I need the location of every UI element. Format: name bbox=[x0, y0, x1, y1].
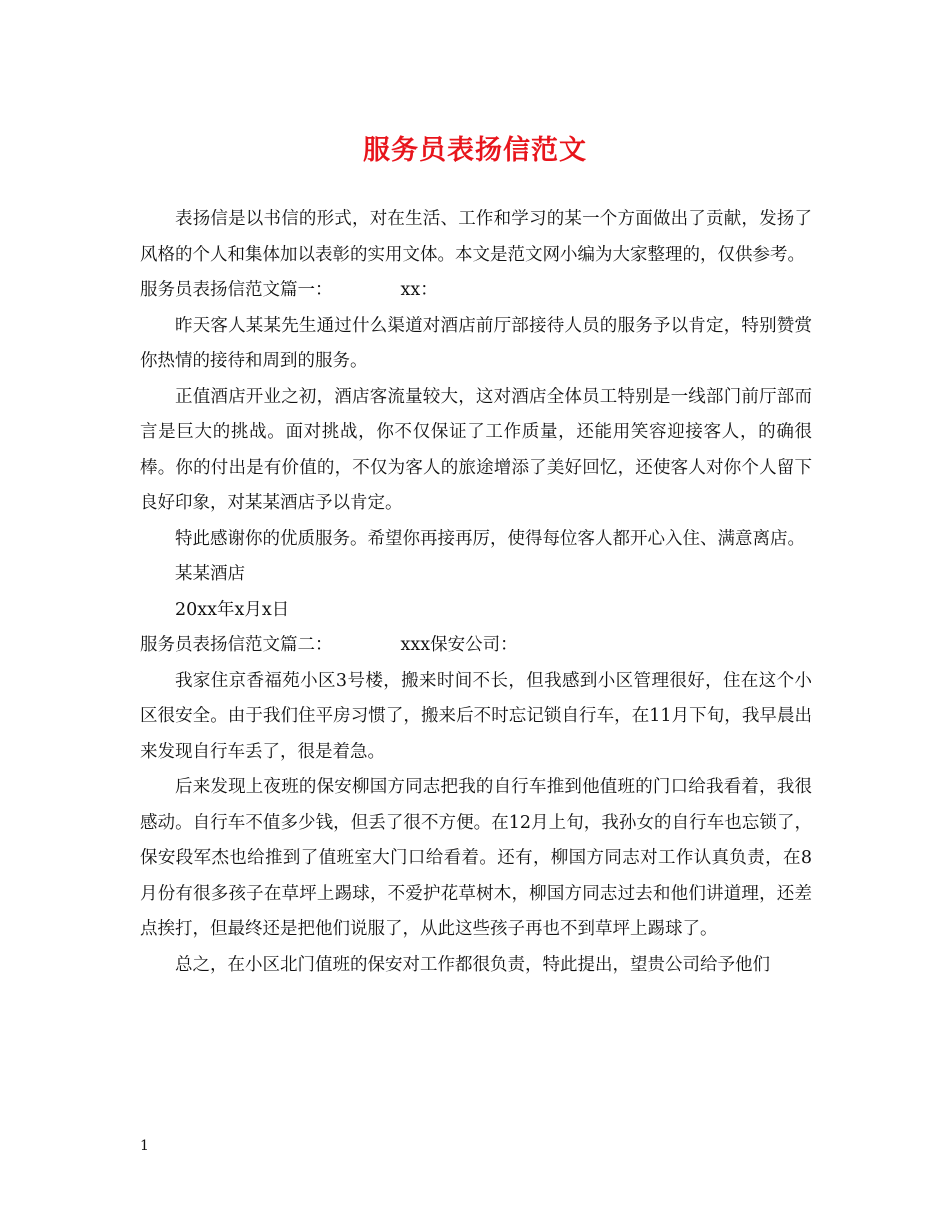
letter1-paragraph: 特此感谢你的优质服务。希望你再接再厉，使得每位客人都开心入住、满意离店。 bbox=[175, 528, 805, 549]
letter2-paragraph: 我家住京香福苑小区3号楼，搬来时间不长，但我感到小区管理很好，住在这个小区很安全。由于我们住平房习惯了，搬来后不时忘记锁自行车，在11月下旬，我早晨出来发现自行车丢了，很是着急。 bbox=[140, 670, 812, 762]
letter1-paragraph: 正值酒店开业之初，酒店客流量较大，这对酒店全体员工特别是一线部门前厅部而言是巨大的挑战。面对挑战，你不仅保证了工作质量，还能用笑容迎接客人，的确很棒。你的付出是有价值的，不仅为客人的旅途增添了美好回忆，还使客人对你个人留下良好印象，对某某酒店予以肯定。 bbox=[140, 386, 812, 513]
letter1-heading-line bbox=[140, 273, 812, 309]
letter1-date: 20xx年x月x日 bbox=[175, 599, 290, 620]
document-title: 服务员表扬信范文 bbox=[363, 135, 587, 166]
intro-paragraph: 表扬信是以书信的形式，对在生活、工作和学习的某一个方面做出了贡献，发扬了风格的个人和集体加以表彰的实用文体。本文是范文网小编为大家整理的，仅供参考。 bbox=[140, 209, 812, 265]
page-number: 1 bbox=[140, 1138, 149, 1154]
letter1-signature: 某某酒店 bbox=[175, 564, 245, 584]
letter2-salutation: xxx保安公司： bbox=[400, 635, 518, 655]
letter2-paragraph: 总之，在小区北门值班的保安对工作都很负责，特此提出，望贵公司给予他们 bbox=[175, 954, 770, 975]
letter2-heading: 服务员表扬信范文篇二： bbox=[140, 635, 333, 655]
letter1-heading: 服务员表扬信范文篇一： bbox=[140, 280, 333, 300]
letter2-heading-line bbox=[140, 628, 812, 664]
letter2-paragraph: 后来发现上夜班的保安柳国方同志把我的自行车推到他值班的门口给我看着，我很感动。自行车不值多少钱，但丢了很不方便。在12月上旬，我孙女的自行车也忘锁了，保安段军杰也给推到了值班室大门口给看着。还有，柳国方同志对工作认真负责，在8月份有很多孩子在草坪上踢球，不爱护花草树木，柳国方同志过去和他们讲道理，还差点挨打，但最终还是把他们说服了，从此这些孩子再也不到草坪上踢球了。 bbox=[140, 777, 812, 939]
letter1-salutation: xx： bbox=[400, 280, 438, 300]
document-body bbox=[140, 202, 812, 983]
letter1-paragraph: 昨天客人某某先生通过什么渠道对酒店前厅部接待人员的服务予以肯定，特别赞赏你热情的接待和周到的服务。 bbox=[140, 315, 812, 371]
